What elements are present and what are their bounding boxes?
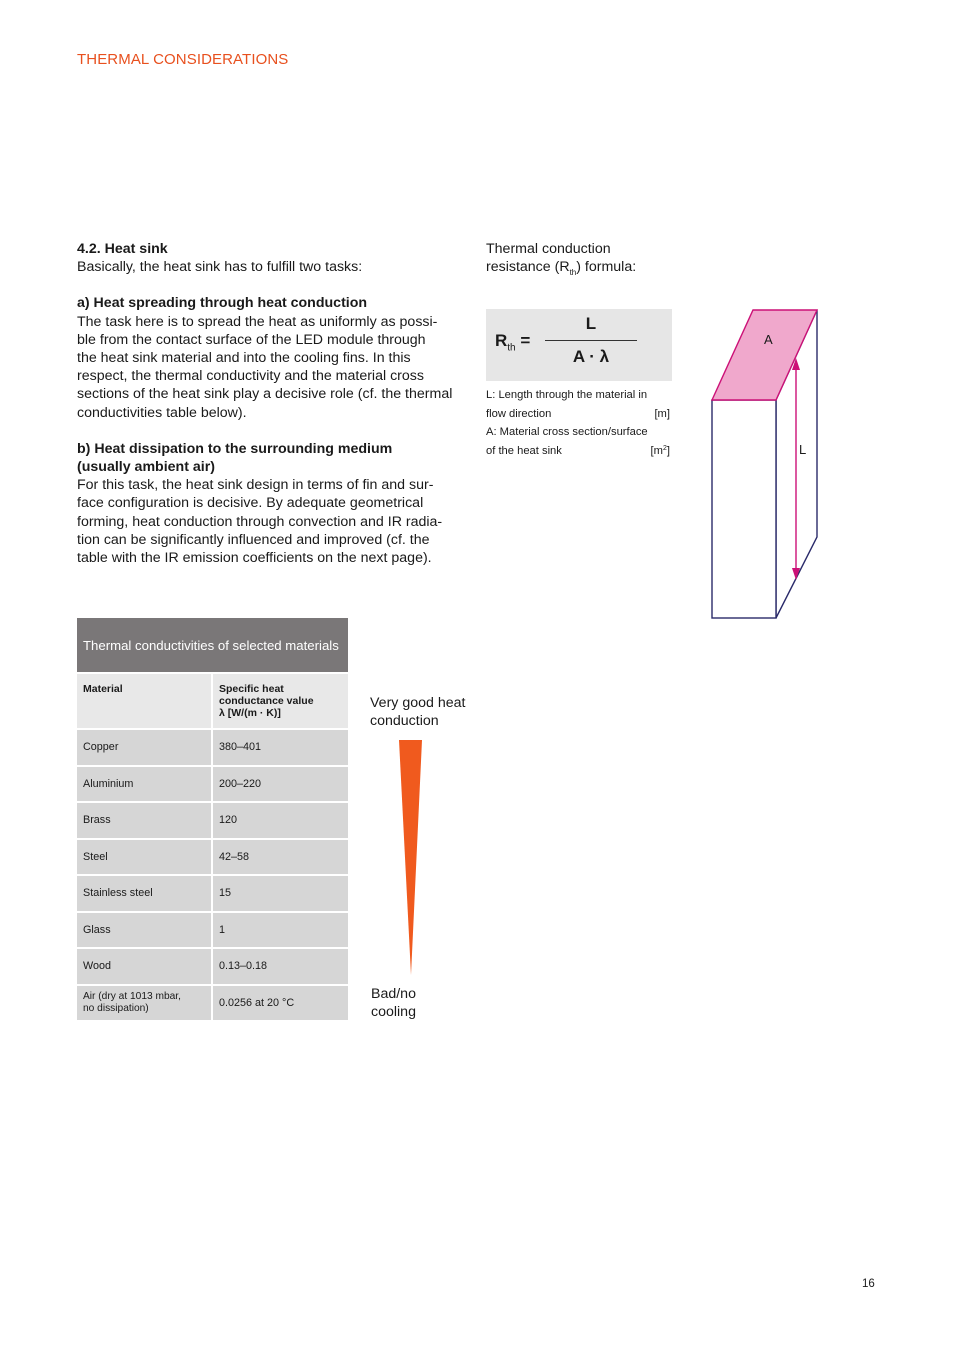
- label-l: L: [799, 442, 807, 457]
- table-row: [77, 876, 348, 911]
- formula-intro-line: resistance $(R_{th})$ formula:: [486, 259, 637, 278]
- scale-bottom-label: Bad/no cooling: [371, 986, 416, 1021]
- paragraph-a-line: the heat sink material and into the cooling fins. In this: [77, 350, 411, 367]
- legend-line: A: Material cross section/surface: [486, 426, 648, 438]
- table-row: [77, 730, 348, 765]
- paragraph-a-line: respect, the thermal conductivity and the material cross: [77, 368, 424, 385]
- table-row: [77, 767, 348, 802]
- paragraph-a-line: conductivities table below).: [77, 404, 247, 421]
- section-intro: Basically, the heat sink has to fulfill two tasks:: [77, 259, 363, 276]
- formula-denominator: A · λ: [572, 347, 610, 366]
- value-cell: 15: [213, 876, 348, 911]
- legend-row: flow direction [m]: [486, 407, 670, 420]
- column-header-value: Specific heat conductance value λ [W/(m · K)]: [213, 674, 348, 728]
- label-a: A: [764, 332, 773, 347]
- table-row: [77, 840, 348, 875]
- conductivity-table: [77, 618, 348, 1020]
- subheading-a: a) Heat spreading through heat conduction: [77, 295, 368, 312]
- material-cell: Aluminium: [83, 777, 134, 790]
- paragraph-b-line: tion can be significantly influenced and improved (cf. the: [77, 531, 430, 548]
- material-cell: Air (dry at 1013 mbar, no dissipation): [83, 990, 181, 1014]
- scale-top-label: Very good heat conduction: [370, 695, 466, 730]
- formula-intro: [486, 240, 686, 282]
- legend-line: L: Length through the material in: [486, 389, 648, 401]
- paragraph-b-line: face configuration is decisive. By adequate geometrical: [77, 495, 424, 512]
- paragraph-b-line: forming, heat conduction through convection and IR radia-: [77, 513, 443, 530]
- front-face: [712, 400, 776, 618]
- paragraph-b-line: table with the IR emission coefficients on the next page).: [77, 550, 432, 567]
- formula-legend: [486, 386, 670, 460]
- table-title: Thermal conductivities of selected materials: [77, 618, 348, 672]
- table-row: [77, 803, 348, 838]
- value-cell: 0.0256 at 20 °C: [213, 986, 348, 1021]
- paragraph-b-line: For this task, the heat sink design in terms of fin and sur-: [77, 477, 434, 494]
- paragraph-a-line: The task here is to spread the heat as uniformly as possi-: [77, 313, 438, 330]
- fraction-line: [545, 340, 637, 341]
- table-row: [77, 913, 348, 948]
- material-cell: Stainless steel: [83, 887, 153, 900]
- subheading-b-line: b) Heat dissipation to the surrounding medium: [77, 440, 393, 457]
- material-cell: Glass: [83, 923, 111, 936]
- material-cell: Steel: [83, 850, 108, 863]
- page-header: THERMAL CONSIDERATIONS: [77, 51, 289, 68]
- value-cell: 380–401: [213, 730, 348, 765]
- value-cell: 1: [213, 913, 348, 948]
- legend-row: of the heat sink $[m^2]$: [486, 444, 670, 457]
- value-cell: 0.13–0.18: [213, 949, 348, 984]
- material-cell: Wood: [83, 960, 112, 973]
- section-heading: 4.2. Heat sink: [77, 241, 168, 257]
- formula-intro-line: Thermal conduction: [486, 241, 611, 257]
- formula-lhs: $R_{th}$ =: [495, 331, 531, 354]
- table-row: [77, 986, 348, 1021]
- table-row: [77, 949, 348, 984]
- material-cell: Brass: [83, 814, 111, 827]
- value-cell: 200–220: [213, 767, 348, 802]
- column-header-material: Material: [77, 674, 211, 728]
- value-cell: 42–58: [213, 840, 348, 875]
- formula-numerator: L: [585, 314, 597, 333]
- heat-sink-diagram: [700, 300, 830, 630]
- paragraph-a-line: ble from the contact surface of the LED module through: [77, 331, 426, 348]
- subheading-b-line: (usually ambient air): [77, 459, 215, 476]
- paragraph-a-line: sections of the heat sink play a decisive role (cf. the thermal: [77, 386, 453, 403]
- page-number: 16: [862, 1278, 875, 1290]
- table-header-row: [77, 674, 348, 728]
- value-cell: 120: [213, 803, 348, 838]
- scale-wedge: [399, 740, 422, 975]
- material-cell: Copper: [83, 741, 119, 754]
- heat-sink-section: [77, 240, 477, 567]
- conduction-scale-wedge: [398, 739, 424, 979]
